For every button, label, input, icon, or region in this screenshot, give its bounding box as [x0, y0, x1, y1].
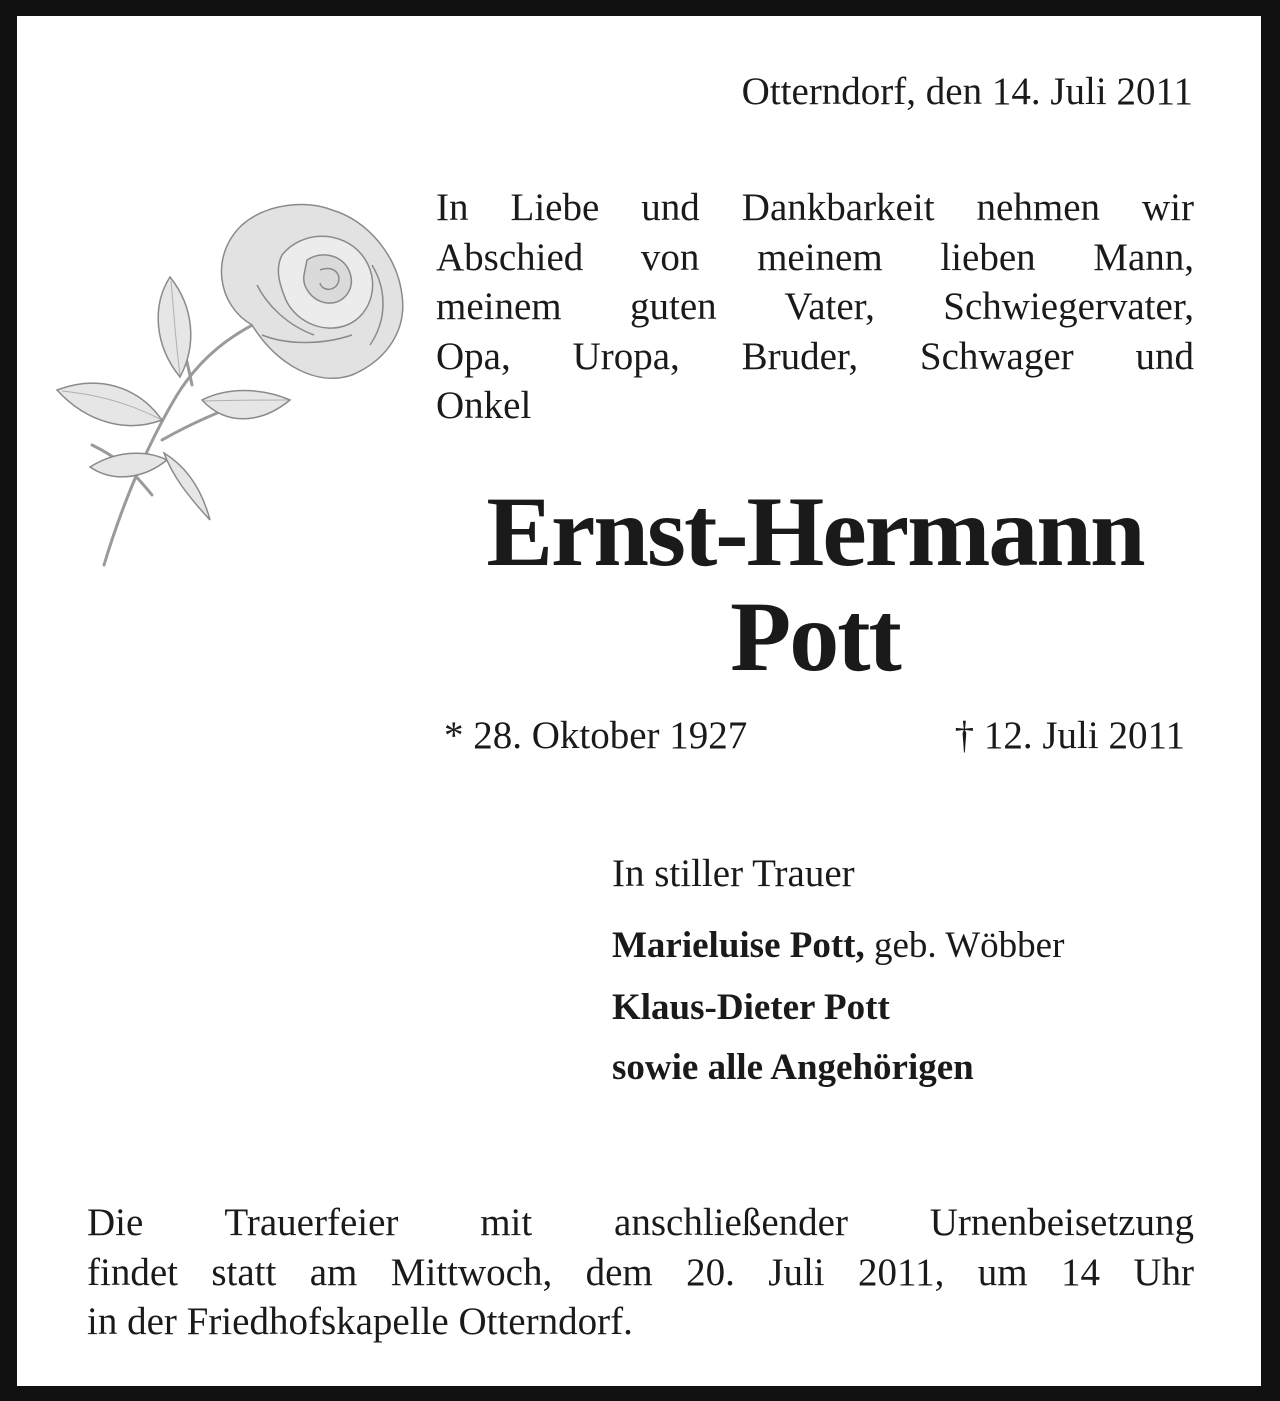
deceased-first-name: Ernst-Hermann: [486, 476, 1144, 587]
birth-date: * 28. Oktober 1927: [444, 714, 748, 757]
family-relatives: [612, 1046, 1196, 1090]
place-date: Otterndorf, den 14. Juli 2011: [741, 70, 1193, 113]
death-date: † 12. Juli 2011: [954, 714, 1185, 757]
wife-name: Marieluise Pott,: [612, 925, 865, 966]
relatives-text: sowie alle Angehörigen: [612, 1047, 974, 1088]
intro-text: [436, 183, 1194, 431]
intro-line: meinem guten Vater, Schwiegervater,: [436, 285, 1194, 328]
mourning-label: In stiller Trauer: [612, 852, 855, 895]
ceremony-line: findet statt am Mittwoch, dem 20. Juli 2011, um 14 Uhr: [87, 1250, 1194, 1294]
intro-line: In Liebe und Dankbarkeit nehmen wir: [436, 186, 1194, 229]
ceremony-line: Die Trauerfeier mit anschließender Urnenbeisetzung: [87, 1201, 1194, 1244]
ceremony-line: in der Friedhofskapelle Otterndorf.: [87, 1300, 633, 1343]
intro-line: Abschied von meinem lieben Mann,: [436, 235, 1194, 279]
family-son: [612, 986, 1196, 1030]
ceremony-text: [87, 1198, 1194, 1347]
intro-line: Opa, Uropa, Bruder, Schwager und: [436, 334, 1194, 378]
deceased-last-name: Pott: [730, 581, 900, 692]
family-wife: [612, 924, 1196, 968]
son-name: Klaus-Dieter Pott: [612, 987, 890, 1028]
rose-illustration: [52, 195, 422, 575]
wife-maiden-name: geb. Wöbber: [874, 925, 1065, 966]
intro-line: Onkel: [436, 384, 532, 427]
